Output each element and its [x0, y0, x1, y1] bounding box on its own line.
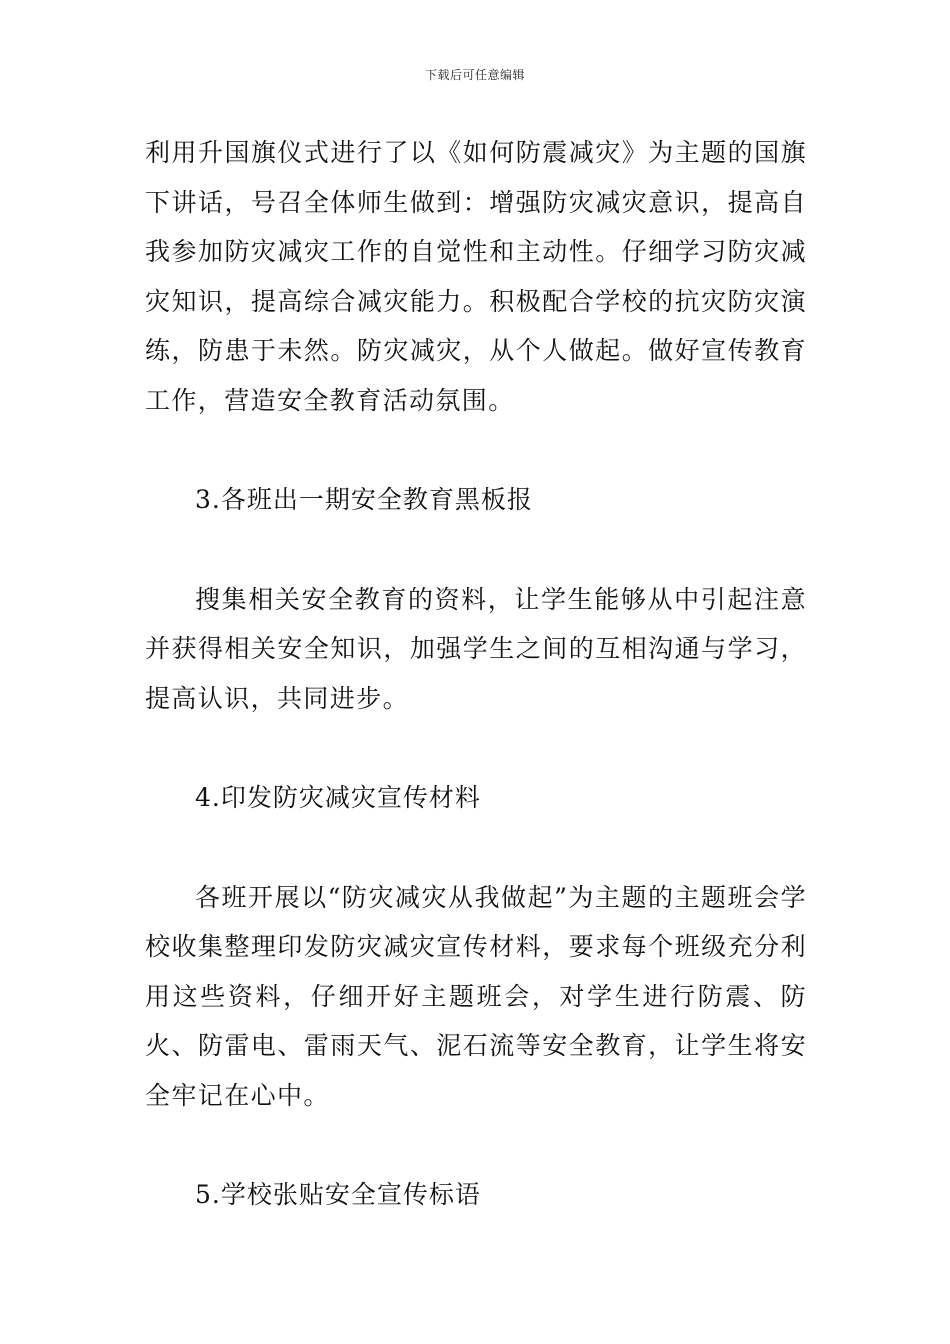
spacer — [145, 1120, 807, 1170]
section-heading-4: 4.印发防灾减灾宣传材料 — [195, 783, 481, 812]
document-body — [145, 128, 807, 1220]
paragraph-blackboard: 搜集相关安全教育的资料，让学生能够从中引起注意并获得相关安全知识，加强学生之间的互相沟通与学习，提高认识，共同进步。 — [145, 584, 807, 713]
paragraph-materials: 各班开展以“防灾减灾从我做起”为主题的主题班会学校收集整理印发防灾减灾宣传材料，要求每个班级充分利用这些资料，仔细开好主题班会，对学生进行防震、防火、防雷电、雷雨天气、泥石流等安全教育，让学生将安全牢记在心中。 — [145, 882, 807, 1110]
section-heading-3: 3.各班出一期安全教育黑板报 — [195, 485, 533, 514]
header-note: 下载后可任意编辑 — [424, 68, 525, 82]
section-heading-5: 5.学校张贴安全宣传标语 — [195, 1180, 481, 1209]
spacer — [145, 723, 807, 773]
spacer — [145, 525, 807, 575]
spacer — [145, 425, 807, 475]
paragraph-speech: 利用升国旗仪式进行了以《如何防震减灾》为主题的国旗下讲话，号召全体师生做到：增强防灾减灾意识，提高自我参加防灾减灾工作的自觉性和主动性。仔细学习防灾减灾知识，提高综合减灾能力。积极配合学校的抗灾防灾演练，防患于未然。防灾减灾，从个人做起。做好宣传教育工作，营造安全教育活动氛围。 — [145, 138, 807, 415]
spacer — [145, 823, 807, 873]
